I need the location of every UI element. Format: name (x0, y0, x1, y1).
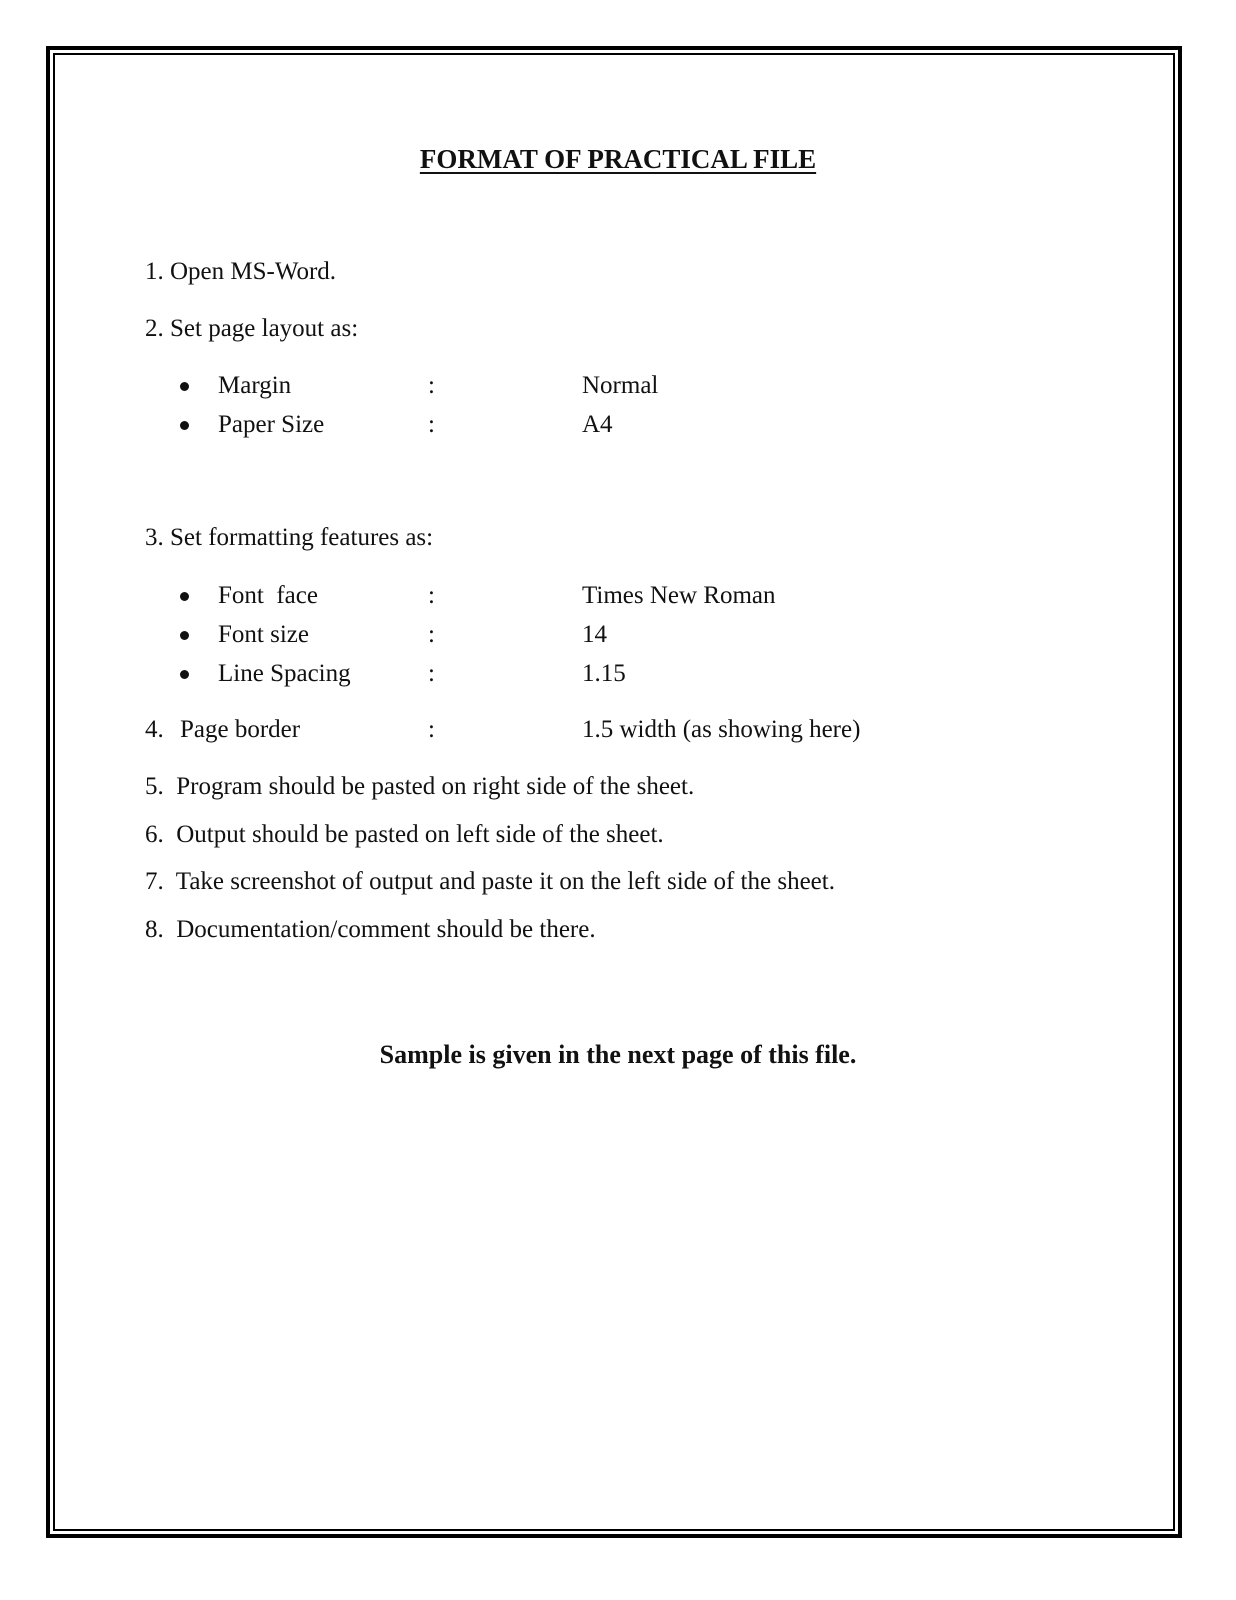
item-value: 14 (582, 621, 607, 648)
step-3-text: 3. Set formatting features as: (145, 524, 434, 551)
footer-note: Sample is given in the next page of this file. (379, 1040, 857, 1069)
bullet-icon (180, 421, 189, 430)
step-8-text: 8. Documentation/comment should be there. (145, 916, 596, 943)
item-separator: : (428, 621, 435, 648)
bullet-icon (180, 631, 189, 640)
step-4-number: 4. (145, 716, 164, 743)
bullet-icon (180, 670, 189, 679)
page-title: FORMAT OF PRACTICAL FILE (419, 144, 817, 174)
item-value: A4 (582, 411, 613, 438)
item-separator: : (428, 411, 435, 438)
step-5-text: 5. Program should be pasted on right side of the sheet. (145, 773, 695, 800)
step-6-text: 6. Output should be pasted on left side of the sheet. (145, 821, 664, 848)
step-4-label: Page border (180, 716, 301, 743)
item-label: Paper Size (218, 411, 325, 438)
item-label: Font size (218, 621, 309, 648)
item-separator: : (428, 372, 435, 399)
bullet-icon (180, 382, 189, 391)
item-separator: : (428, 716, 435, 743)
item-value: 1.15 (582, 660, 626, 687)
item-separator: : (428, 660, 435, 687)
item-value: Times New Roman (582, 582, 776, 609)
step-4-value: 1.5 width (as showing here) (582, 716, 861, 743)
step-1-text: 1. Open MS-Word. (145, 258, 337, 285)
bullet-icon (180, 592, 189, 601)
step-2-text: 2. Set page layout as: (145, 315, 359, 342)
item-value: Normal (582, 372, 659, 399)
step-7-text: 7. Take screenshot of output and paste it on the left side of the sheet. (145, 868, 835, 895)
item-label: Line Spacing (218, 660, 351, 687)
item-separator: : (428, 582, 435, 609)
item-label: Font face (218, 582, 318, 609)
item-label: Margin (218, 372, 292, 399)
